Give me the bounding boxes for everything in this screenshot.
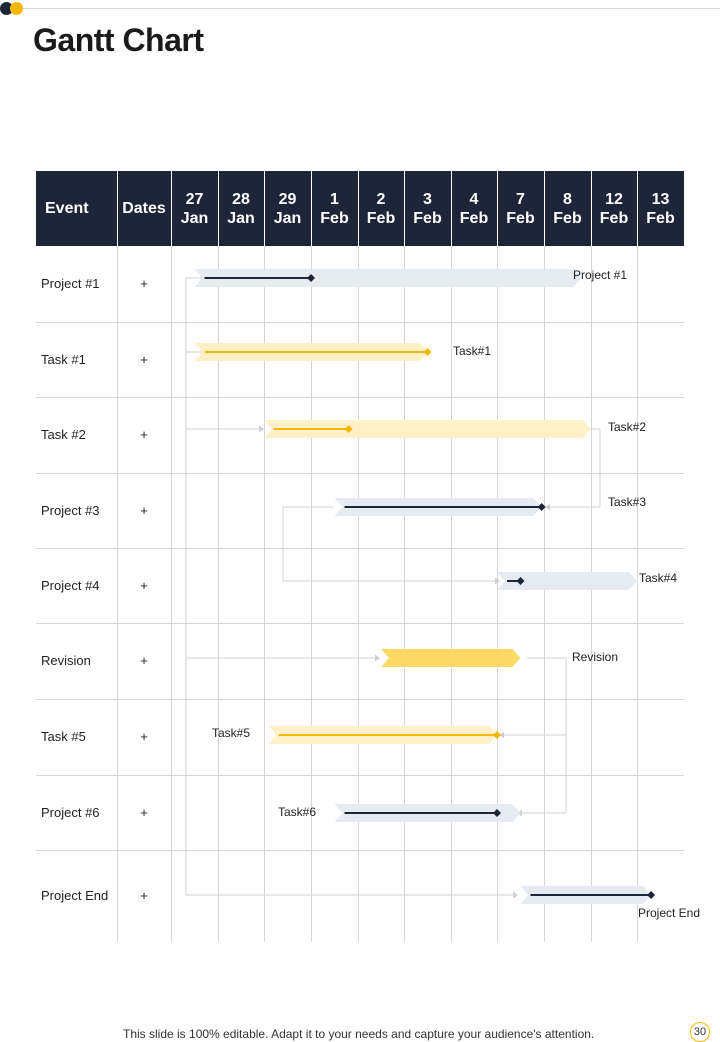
page-number: 30 — [690, 1022, 710, 1042]
header-dates-label: Dates — [122, 200, 166, 217]
dates-add-button[interactable]: + — [140, 577, 148, 593]
event-label: Project #1 — [41, 276, 100, 291]
event-label: Project #6 — [41, 804, 100, 820]
header-day-month: Feb — [413, 209, 442, 227]
header-day-month: Feb — [553, 209, 582, 227]
dates-add-button[interactable]: + — [140, 729, 148, 744]
dates-add-button[interactable]: + — [140, 351, 148, 367]
connector-arrowhead — [545, 504, 550, 511]
header-day-number: 13 — [651, 190, 670, 208]
header-day-month: Feb — [506, 209, 535, 227]
dates-add-button[interactable]: + — [140, 427, 148, 442]
header-day-month: Jan — [273, 209, 302, 227]
header-day-number: 7 — [516, 190, 525, 208]
header-day-number: 3 — [423, 190, 432, 208]
header-day-number: 2 — [376, 190, 386, 208]
header-day-month: Feb — [366, 209, 396, 227]
header-day-number: 28 — [232, 190, 250, 208]
header-day-number: 12 — [605, 190, 623, 208]
dates-add-button[interactable]: + — [140, 502, 148, 518]
event-label: Revision — [41, 653, 91, 668]
dates-add-button[interactable]: + — [140, 888, 148, 903]
event-label: Project End — [41, 888, 109, 903]
gantt-bar[interactable] — [381, 649, 521, 667]
event-label: Task #1 — [41, 351, 86, 367]
header-day-month: Jan — [180, 209, 209, 227]
event-label: Task #5 — [41, 729, 86, 744]
gantt-bar-label: Task#2 — [608, 420, 647, 434]
header-event-label: Event — [45, 200, 89, 217]
event-label: Project #4 — [41, 577, 100, 593]
gantt-bar-label: Task#4 — [639, 571, 678, 585]
gantt-bar-label: Task#3 — [608, 495, 647, 509]
header-day-number: 29 — [278, 190, 297, 208]
header-day-month: Feb — [646, 209, 675, 227]
gantt-bar-label: Revision — [572, 650, 619, 664]
gantt-bar-label: Task#5 — [212, 726, 251, 740]
connector-arrowhead — [259, 426, 264, 433]
gantt-bar-label: Task#1 — [453, 344, 492, 358]
connector-arrowhead — [513, 892, 518, 899]
header-day-number: 27 — [185, 190, 204, 208]
gantt-bar-label: Project #1 — [573, 268, 628, 282]
header-day-month: Feb — [599, 209, 629, 227]
dates-add-button[interactable]: + — [140, 653, 148, 668]
header-day-number: 4 — [469, 190, 479, 208]
header-day-number: 1 — [330, 190, 339, 208]
header-day-month: Feb — [320, 209, 349, 227]
dates-add-button[interactable]: + — [140, 804, 148, 820]
page-title: Gantt Chart — [33, 22, 204, 58]
gantt-bar-label: Project End — [638, 906, 701, 920]
header-day-month: Feb — [459, 209, 489, 227]
gantt-bar-label: Task#6 — [278, 805, 317, 819]
footer-text: This slide is 100% editable. Adapt it to your needs and capture your audience's attention. — [123, 1027, 595, 1041]
header-day-month: Jan — [227, 209, 255, 227]
connector-arrowhead — [495, 578, 500, 585]
header-day-number: 8 — [563, 190, 572, 208]
event-label: Project #3 — [41, 502, 100, 518]
dates-add-button[interactable]: + — [140, 276, 148, 291]
connector-arrowhead — [375, 655, 380, 662]
event-label: Task #2 — [41, 427, 86, 442]
